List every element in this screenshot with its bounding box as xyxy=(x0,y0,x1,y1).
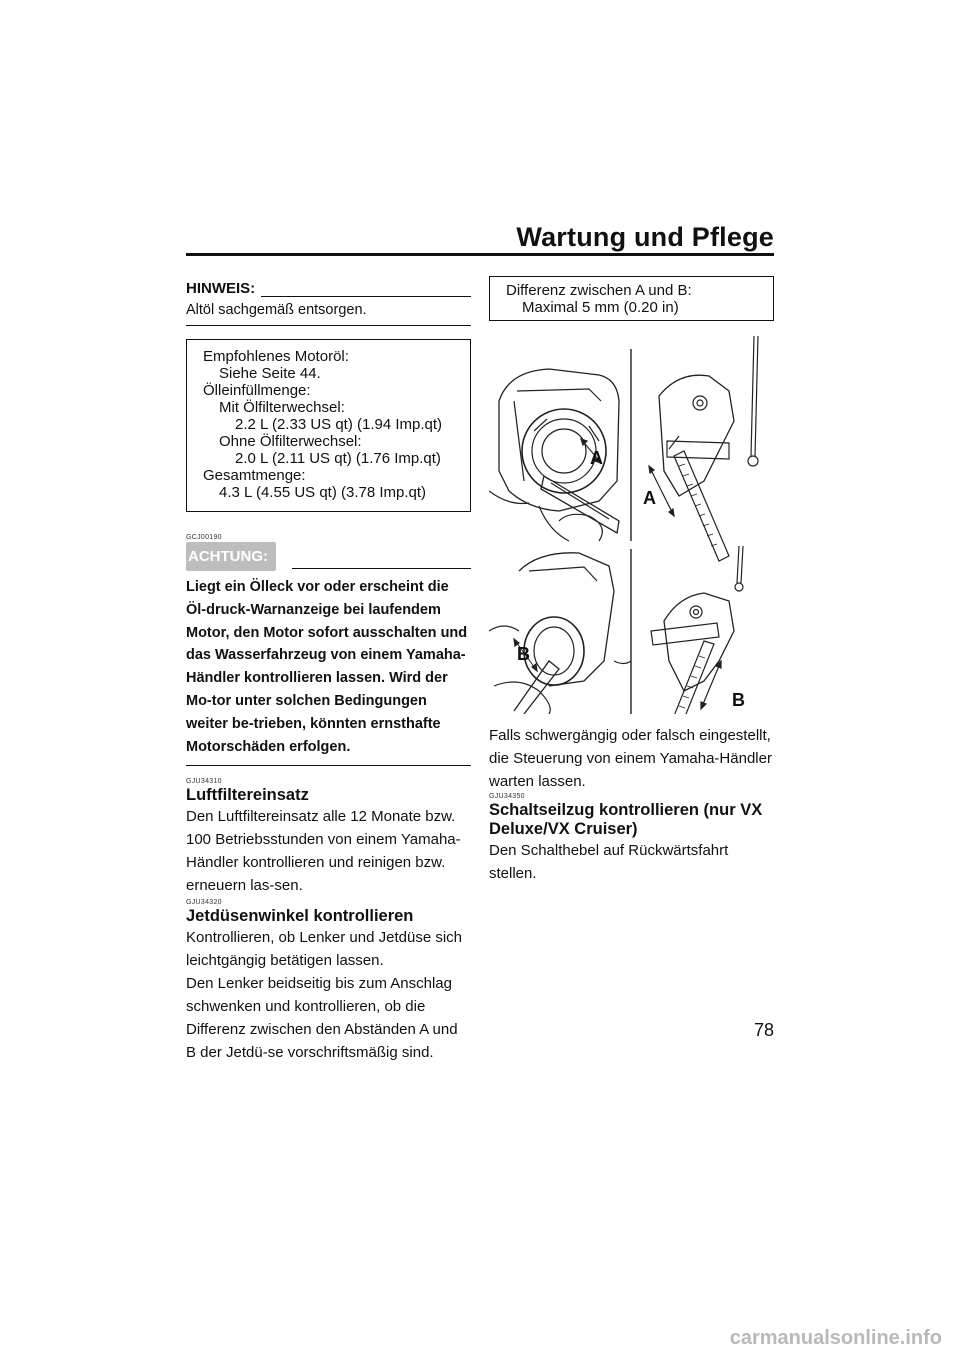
diff-line: Maximal 5 mm (0.20 in) xyxy=(522,299,679,316)
section-jetduese xyxy=(186,899,471,1064)
diff-line: Differenz zwischen A und B: xyxy=(506,282,692,299)
achtung-block xyxy=(186,534,471,766)
hinweis-heading xyxy=(186,280,471,300)
watermark: carmanualsonline.info xyxy=(729,1327,942,1349)
page-number: 78 xyxy=(753,1020,774,1040)
spec-line: 4.3 L (4.55 US qt) (3.78 Imp.qt) xyxy=(219,484,427,501)
hinweis-rule xyxy=(261,296,471,297)
label-a-photo: A xyxy=(590,448,603,468)
label-a-schematic: A xyxy=(643,488,656,508)
section-luftfilter xyxy=(186,778,471,897)
illustration-drawing xyxy=(489,331,774,714)
right-column xyxy=(489,276,774,885)
section-title: Jetdüsenwinkel kontrollieren xyxy=(186,907,414,926)
spec-line: Ohne Ölfilterwechsel: xyxy=(219,433,362,450)
difference-spec-box xyxy=(489,276,774,321)
hinweis-label: HINWEIS: xyxy=(186,280,256,297)
spec-line: Empfohlenes Motoröl: xyxy=(203,348,349,365)
section-code: GJU34310 xyxy=(186,778,222,786)
spec-line: Ölleinfüllmenge: xyxy=(203,382,311,399)
section-code: GJU34350 xyxy=(489,793,525,800)
section-text: Den Luftfiltereinsatz alle 12 Monate bzw. 100 Betriebsstunden von einem Yamaha-Händler kontrollieren und reinigen bzw. erneuern las-sen. xyxy=(186,808,461,895)
achtung-text: Liegt ein Ölleck vor oder erscheint die Öl-druck-Warnanzeige bei laufendem Motor, den Motor sofort ausschalten und das Wasserfahrzeug von einem Yamaha-Händler kontrollieren lassen. Wird der Mo-tor unter solchen Bedingungen weiter be-trieben, könnten ernsthafte Motorschäden erfolgen. xyxy=(186,571,471,766)
achtung-code: GCJ00190 xyxy=(186,534,222,541)
spec-line: 2.0 L (2.11 US qt) (1.76 Imp.qt) xyxy=(235,450,441,467)
spec-line: Mit Ölfilterwechsel: xyxy=(219,399,345,416)
section-title: Luftfiltereinsatz xyxy=(186,786,309,805)
section-schaltseil xyxy=(489,793,774,885)
oil-spec-box xyxy=(186,339,471,512)
spec-line: Siehe Seite 44. xyxy=(219,365,321,382)
right-paragraph: Falls schwergängig oder falsch eingestellt, die Steuerung von einem Yamaha-Händler warten lassen. xyxy=(489,727,772,790)
label-b-photo: B xyxy=(517,644,530,664)
label-b-schematic: B xyxy=(732,690,745,710)
page-title: Wartung und Pflege xyxy=(516,222,774,252)
section-text: Den Lenker beidseitig bis zum Anschlag schwenken und kontrollieren, ob die Differenz zwischen den Abständen A und B der Jetdü-se vorschriftsmäßig sind. xyxy=(186,975,458,1062)
header-rule xyxy=(186,253,774,256)
achtung-label: ACHTUNG: xyxy=(186,542,276,571)
achtung-rule xyxy=(292,568,471,569)
hinweis-text: Altöl sachgemäß entsorgen. xyxy=(186,300,471,326)
section-text: Den Schalthebel auf Rückwärtsfahrt stellen. xyxy=(489,842,729,882)
section-text: Kontrollieren, ob Lenker und Jetdüse sich leichtgängig betätigen lassen. xyxy=(186,929,463,970)
section-code: GJU34320 xyxy=(186,899,222,907)
spec-line: 2.2 L (2.33 US qt) (1.94 Imp.qt) xyxy=(235,416,443,433)
jet-nozzle-illustration xyxy=(489,331,774,714)
spec-line: Gesamtmenge: xyxy=(203,467,306,484)
left-column xyxy=(186,280,471,1064)
section-title: Schaltseilzug kontrollieren (nur VX Deluxe/VX Cruiser) xyxy=(489,801,763,838)
